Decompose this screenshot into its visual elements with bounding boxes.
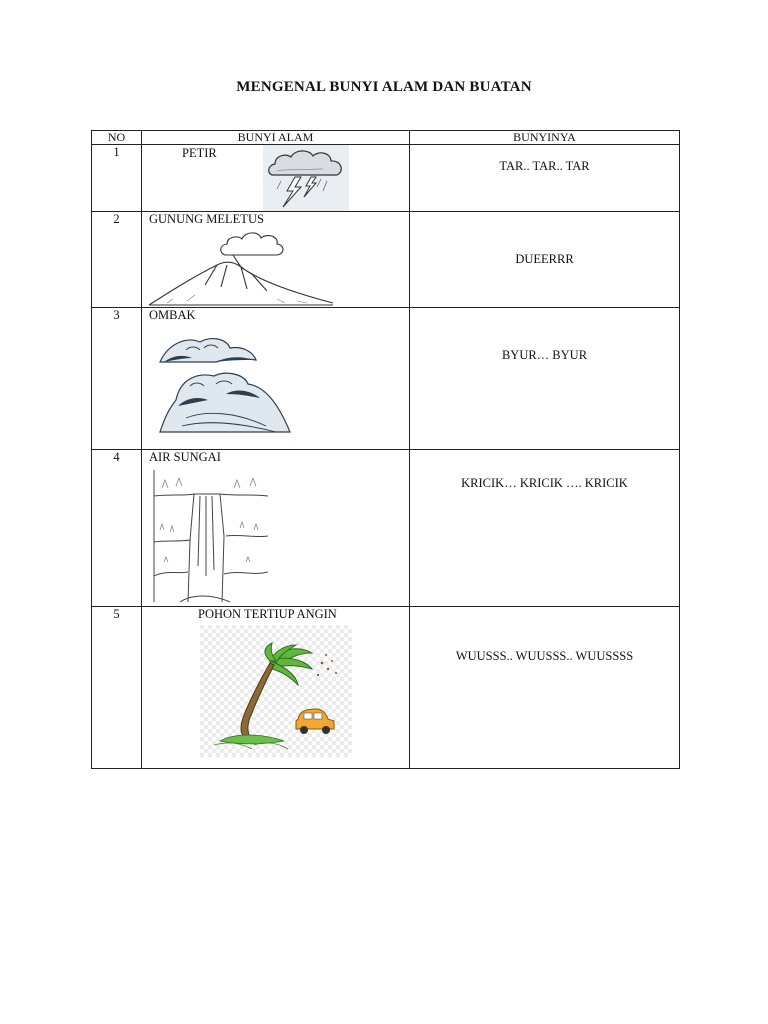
nature-cell [142, 450, 410, 607]
windblown-tree-icon [200, 625, 352, 757]
table-row [92, 212, 680, 308]
sound-cell [410, 450, 680, 607]
row-number: 3 [92, 308, 142, 450]
sounds-table [91, 130, 680, 769]
row-number: 4 [92, 450, 142, 607]
table-row [92, 308, 680, 450]
table-row [92, 607, 680, 769]
sound-text: WUUSSS.. WUUSSS.. WUUSSSS [455, 649, 634, 663]
ocean-waves-icon [156, 328, 294, 436]
header-sound-text: BUNYINYA [410, 131, 680, 145]
thunder-cloud-icon [263, 145, 349, 211]
header-no: NO [92, 131, 142, 145]
nature-label: PETIR [182, 146, 217, 160]
header-nature-sound: BUNYI ALAM [142, 131, 410, 145]
nature-cell [142, 607, 410, 769]
nature-label: GUNUNG MELETUS [149, 212, 264, 226]
table-header-row [92, 131, 680, 145]
nature-cell [142, 308, 410, 450]
page-title: MENGENAL BUNYI ALAM DAN BUATAN [236, 79, 532, 95]
sound-cell [410, 308, 680, 450]
nature-cell [142, 212, 410, 308]
sound-cell [410, 607, 680, 769]
sound-text: KRICIK… KRICIK …. KRICIK [461, 476, 628, 490]
sound-text: BYUR… BYUR [501, 348, 588, 362]
sound-cell [410, 212, 680, 308]
waterfall-river-icon [150, 466, 270, 606]
nature-cell [142, 145, 410, 212]
row-number: 2 [92, 212, 142, 308]
nature-label: OMBAK [149, 308, 196, 322]
sound-text: DUEERRR [515, 252, 574, 266]
nature-label: POHON TERTIUP ANGIN [198, 607, 337, 621]
sound-cell [410, 145, 680, 212]
nature-label: AIR SUNGAI [149, 450, 221, 464]
row-number: 5 [92, 607, 142, 769]
erupting-volcano-icon [147, 225, 335, 307]
row-number: 1 [92, 145, 142, 212]
sound-text: TAR.. TAR.. TAR [499, 159, 590, 173]
table-row [92, 450, 680, 607]
table-row [92, 145, 680, 212]
